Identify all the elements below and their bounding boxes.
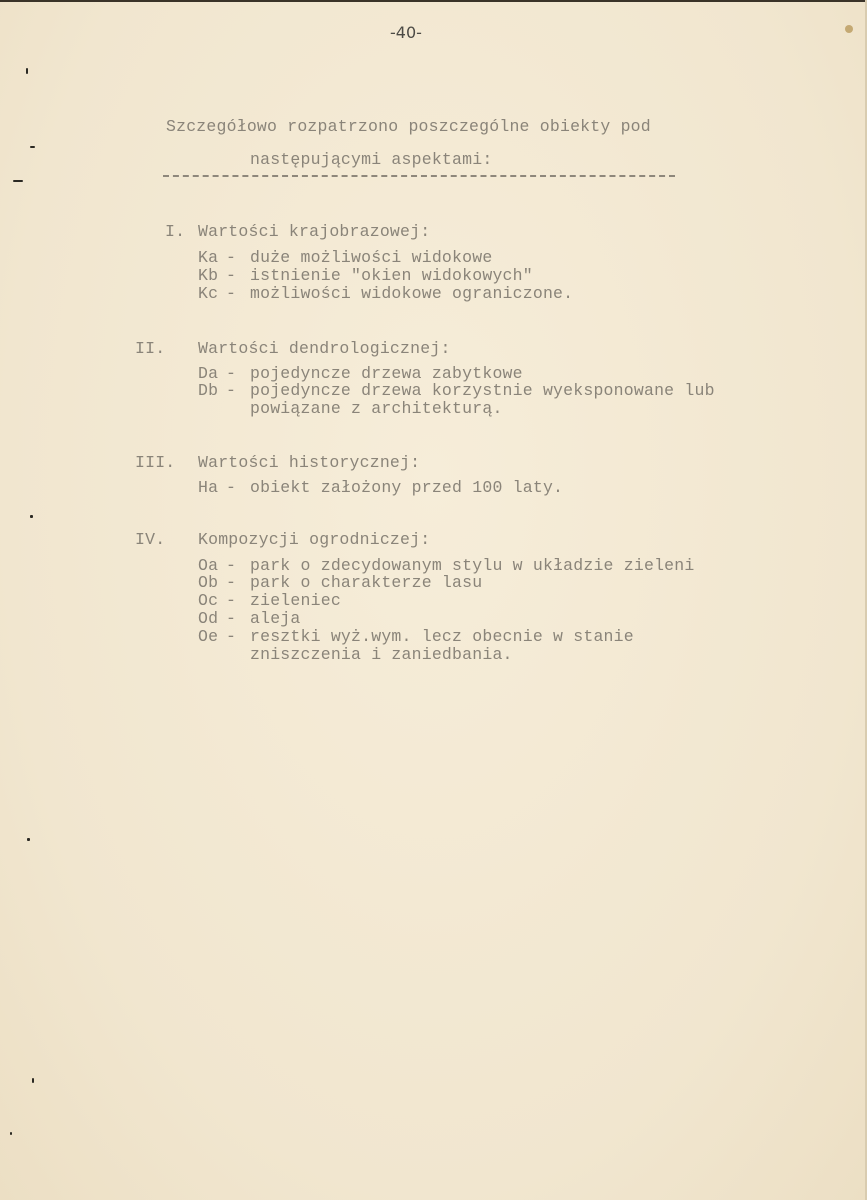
underline-rule (163, 175, 675, 177)
scan-speck (30, 146, 35, 148)
section-heading: Wartości historycznej: (198, 453, 421, 472)
scan-edge (0, 0, 867, 2)
intro-line-1: Szczegółowo rozpatrzono poszczególne obiekty pod (166, 117, 651, 136)
document-page: -40- Szczegółowo rozpatrzono poszczególne obiekty pod następującymi aspektami: I. Wartości krajobrazowej: Ka - duże możliwości widokowe Kb - istnienie "okien widokowych" Kc - możliwości widokowe ograniczone. II. Wartości dendrologicznej: Da - pojedyncze drzewa zabytkowe Db - pojedyncze drzewa korzystnie wyeksponowane lub powiązane z architekturą. III. Wartości historycznej: Ha - obiekt założony przed 100 laty. IV. Kompozycji ogrodniczej: Oa - park o zdecydowanym stylu w układzie zieleni Ob - park o charakterze lasu Oc - zieleniec Od - aleja Oe - resztki wyż.wym. lecz obecnie w stanie zniszczenia i zaniedbania. (0, 0, 867, 1200)
scan-speck (27, 838, 30, 841)
scan-speck (26, 68, 28, 74)
section-heading: Wartości krajobrazowej: (198, 222, 431, 241)
section-heading: Kompozycji ogrodniczej: (198, 530, 431, 549)
page-number: -40- (390, 23, 422, 42)
scan-speck (32, 1078, 34, 1083)
section-numeral: II. (135, 339, 166, 358)
section-numeral: I. (165, 222, 186, 241)
section-numeral: IV. (135, 530, 166, 549)
section-heading: Wartości dendrologicznej: (198, 339, 451, 358)
stain (845, 25, 853, 33)
section-numeral: III. (135, 453, 176, 472)
scan-speck (30, 515, 33, 518)
intro-line-2: następującymi aspektami: (250, 150, 493, 169)
scan-speck (13, 180, 23, 182)
scan-speck (10, 1132, 12, 1135)
